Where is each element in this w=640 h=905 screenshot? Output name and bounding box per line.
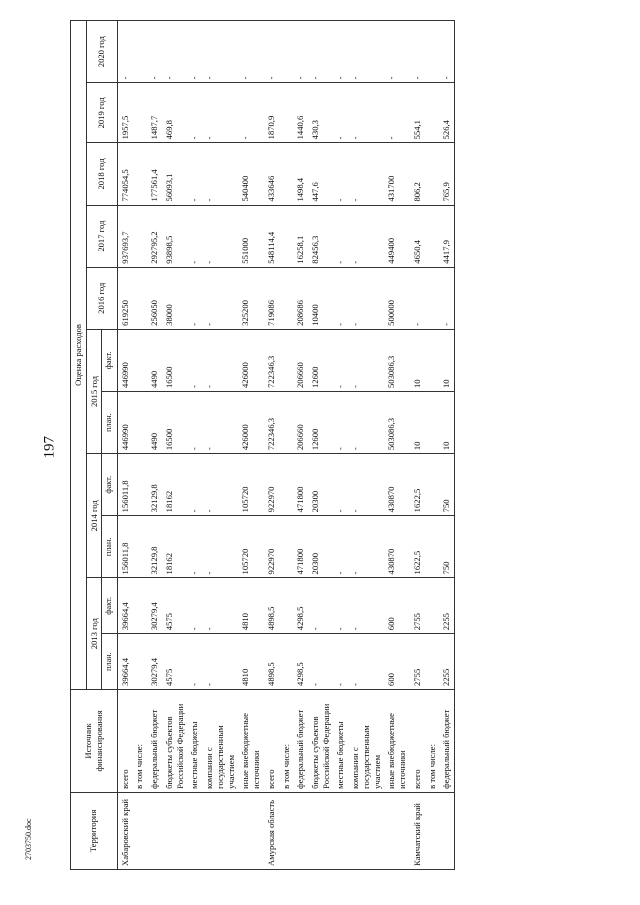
cell-value: 722346,3 [264, 392, 279, 454]
cell-value [425, 83, 440, 143]
header-2018: 2018 год [86, 143, 117, 205]
header-2013-fact: факт. [102, 578, 117, 634]
cell-value: - [348, 143, 384, 205]
cell-value: 30279,4 [147, 634, 162, 690]
cell-territory [308, 792, 333, 869]
cell-value: 4898,5 [264, 578, 279, 634]
cell-territory [238, 792, 263, 869]
cell-value: - [348, 454, 384, 516]
cell-value: - [333, 205, 348, 267]
cell-value: 4298,5 [293, 634, 308, 690]
table-row [264, 21, 279, 870]
cell-territory: Амурская область [264, 792, 279, 869]
cell-value: - [147, 21, 162, 83]
cell-value: 1622,5 [410, 516, 425, 578]
header-2019: 2019 год [86, 83, 117, 143]
cell-value: 156011,8 [117, 454, 132, 516]
cell-value: - [202, 392, 238, 454]
cell-value [425, 267, 440, 329]
cell-value: 471800 [293, 454, 308, 516]
cell-value: - [202, 143, 238, 205]
cell-value: - [187, 21, 202, 83]
cell-value: 12600 [308, 329, 333, 391]
cell-source: в том числе: [132, 689, 147, 792]
header-2016: 2016 год [86, 267, 117, 329]
cell-value: 1487,7 [147, 83, 162, 143]
cell-value: 16500 [162, 329, 187, 391]
cell-value [132, 83, 147, 143]
table-row [238, 21, 263, 870]
cell-value: - [348, 205, 384, 267]
cell-value: - [333, 21, 348, 83]
cell-value: - [333, 267, 348, 329]
cell-value: - [202, 205, 238, 267]
cell-value: 433646 [264, 143, 279, 205]
header-territory: Территория [71, 792, 118, 869]
table-row [117, 21, 132, 870]
cell-value: 32129,8 [147, 454, 162, 516]
cell-value: 774054,5 [117, 143, 132, 205]
cell-value [279, 634, 294, 690]
cell-value: 10 [410, 329, 425, 391]
table-row [333, 21, 348, 870]
cell-territory [439, 792, 454, 869]
cell-value: 426000 [238, 329, 263, 391]
header-2013-plan: план. [102, 634, 117, 690]
cell-value: 256050 [147, 267, 162, 329]
cell-value: - [238, 21, 263, 83]
cell-source: компании с государственным участием [202, 689, 238, 792]
cell-value: - [410, 21, 425, 83]
cell-value: - [384, 21, 409, 83]
cell-value: 12600 [308, 392, 333, 454]
cell-source: местные бюджеты [333, 689, 348, 792]
cell-value: 2755 [410, 578, 425, 634]
cell-value: 551000 [238, 205, 263, 267]
cell-source: всего [264, 689, 279, 792]
cell-value: 4810 [238, 578, 263, 634]
cell-value [279, 329, 294, 391]
cell-territory [425, 792, 440, 869]
cell-source: бюджеты субъектов Российской Федерации [162, 689, 187, 792]
header-source: Источник финансирования [71, 689, 118, 792]
cell-value [132, 329, 147, 391]
header-2015-fact: факт. [102, 329, 117, 391]
cell-value [132, 392, 147, 454]
cell-value: 82456,3 [308, 205, 333, 267]
cell-value [132, 634, 147, 690]
cell-value: - [202, 21, 238, 83]
cell-value: 208686 [293, 267, 308, 329]
cell-value [425, 205, 440, 267]
cell-value: - [333, 578, 348, 634]
cell-value [279, 267, 294, 329]
cell-value: - [348, 21, 384, 83]
cell-value: 765,9 [439, 143, 454, 205]
cell-value: - [187, 267, 202, 329]
cell-value: 1440,6 [293, 83, 308, 143]
cell-territory [279, 792, 294, 869]
cell-value: 10 [410, 392, 425, 454]
cell-territory [132, 792, 147, 869]
cell-value: 39664,4 [117, 578, 132, 634]
cell-value: - [202, 83, 238, 143]
cell-value: 554,1 [410, 83, 425, 143]
cell-value [132, 578, 147, 634]
cell-value: - [187, 516, 202, 578]
cell-value: 38000 [162, 267, 187, 329]
cell-value: 16500 [162, 392, 187, 454]
cell-value: - [187, 454, 202, 516]
cell-value: - [333, 329, 348, 391]
cell-value: 206660 [293, 392, 308, 454]
cell-value [279, 454, 294, 516]
cell-value: 503086,3 [384, 392, 409, 454]
cell-value: 922970 [264, 454, 279, 516]
cell-value: 600 [384, 578, 409, 634]
cell-value: 722346,3 [264, 329, 279, 391]
cell-value [425, 634, 440, 690]
cell-value: - [187, 329, 202, 391]
cell-value: 4298,5 [293, 578, 308, 634]
cell-value: - [202, 634, 238, 690]
cell-value [279, 392, 294, 454]
cell-value: - [187, 205, 202, 267]
page-number: 197 [41, 436, 58, 459]
table-row [202, 21, 238, 870]
cell-value: - [384, 83, 409, 143]
table-body [117, 21, 454, 870]
cell-value: 4898,5 [264, 634, 279, 690]
cell-value: 18162 [162, 454, 187, 516]
cell-value: - [202, 454, 238, 516]
cell-value: 430870 [384, 516, 409, 578]
cell-value: 469,8 [162, 83, 187, 143]
header-2015: 2015 год [86, 329, 102, 453]
cell-value: 430,3 [308, 83, 333, 143]
cell-value: - [348, 634, 384, 690]
cell-value: - [439, 21, 454, 83]
cell-value: - [348, 392, 384, 454]
cell-value [279, 205, 294, 267]
cell-value: 526,4 [439, 83, 454, 143]
cell-value: 619250 [117, 267, 132, 329]
expenditure-table [70, 20, 455, 870]
rotated-table-container [70, 20, 580, 870]
cell-value: 2255 [439, 634, 454, 690]
cell-value: - [333, 392, 348, 454]
cell-value: 2255 [439, 578, 454, 634]
table-row [425, 21, 440, 870]
cell-value: - [202, 578, 238, 634]
cell-value: 430870 [384, 454, 409, 516]
cell-territory: Камчатский край [410, 792, 425, 869]
cell-value: - [348, 267, 384, 329]
cell-value [132, 143, 147, 205]
cell-value: 156011,8 [117, 516, 132, 578]
cell-value: - [333, 83, 348, 143]
table-row [147, 21, 162, 870]
cell-source: федеральный бюджет [147, 689, 162, 792]
footer-document-code: 2703750.doc [24, 818, 33, 860]
cell-value: - [308, 21, 333, 83]
table-row [187, 21, 202, 870]
cell-value: - [162, 21, 187, 83]
table-row [162, 21, 187, 870]
cell-value: 1498,4 [293, 143, 308, 205]
cell-source: федеральный бюджет [293, 689, 308, 792]
cell-value [279, 143, 294, 205]
cell-value: 10 [439, 392, 454, 454]
cell-value [279, 83, 294, 143]
table-inner [70, 20, 580, 870]
cell-value [425, 516, 440, 578]
cell-territory [333, 792, 348, 869]
cell-value: 20300 [308, 454, 333, 516]
cell-value [132, 267, 147, 329]
cell-value: 471800 [293, 516, 308, 578]
header-estimate: Оценка расходов [71, 21, 87, 690]
cell-source: всего [410, 689, 425, 792]
cell-value: 93898,5 [162, 205, 187, 267]
cell-source: всего [117, 689, 132, 792]
cell-value: - [348, 516, 384, 578]
header-2017: 2017 год [86, 205, 117, 267]
table-row [308, 21, 333, 870]
cell-value: - [348, 83, 384, 143]
cell-value: 1622,5 [410, 454, 425, 516]
cell-value: - [333, 634, 348, 690]
cell-value: 10 [439, 329, 454, 391]
cell-territory [187, 792, 202, 869]
cell-value: 1957,5 [117, 83, 132, 143]
header-2014-fact: факт. [102, 454, 117, 516]
cell-value: - [202, 516, 238, 578]
cell-value: - [202, 329, 238, 391]
cell-value: 446990 [117, 329, 132, 391]
cell-source: федеральный бюджет [439, 689, 454, 792]
cell-value: 16258,1 [293, 205, 308, 267]
cell-value: 600 [384, 634, 409, 690]
cell-value: - [293, 21, 308, 83]
header-2014-plan: план. [102, 516, 117, 578]
cell-source: в том числе: [425, 689, 440, 792]
cell-value: 56093,1 [162, 143, 187, 205]
cell-value [425, 392, 440, 454]
cell-territory [162, 792, 187, 869]
cell-value: - [333, 454, 348, 516]
cell-value: 4417,9 [439, 205, 454, 267]
header-2015-plan: план. [102, 392, 117, 454]
cell-value: 750 [439, 454, 454, 516]
cell-value: 922970 [264, 516, 279, 578]
cell-value: 503086,3 [384, 329, 409, 391]
cell-value [425, 578, 440, 634]
cell-value [279, 516, 294, 578]
cell-value [132, 21, 147, 83]
cell-value: 177561,4 [147, 143, 162, 205]
cell-value: - [187, 83, 202, 143]
cell-value: - [202, 267, 238, 329]
cell-value [132, 516, 147, 578]
cell-value: 937693,7 [117, 205, 132, 267]
cell-source: бюджеты субъектов Российской Федерации [308, 689, 333, 792]
cell-value: 105720 [238, 516, 263, 578]
cell-source: в том числе: [279, 689, 294, 792]
cell-value: 4810 [238, 634, 263, 690]
cell-value: 10400 [308, 267, 333, 329]
cell-source: компании с государственным участием [348, 689, 384, 792]
table-row [132, 21, 147, 870]
cell-source: иные внебюджетные источники [238, 689, 263, 792]
cell-value: - [308, 578, 333, 634]
cell-value: 426000 [238, 392, 263, 454]
header-2020: 2020 год [86, 21, 117, 83]
cell-value: - [238, 83, 263, 143]
cell-value: 105720 [238, 454, 263, 516]
cell-value: 4490 [147, 329, 162, 391]
header-2013: 2013 год [86, 578, 102, 689]
cell-value: 431700 [384, 143, 409, 205]
cell-value [279, 21, 294, 83]
cell-value: 4490 [147, 392, 162, 454]
cell-value [132, 454, 147, 516]
cell-source: иные внебюджетные источники [384, 689, 409, 792]
cell-value: - [439, 267, 454, 329]
cell-value: 4650,4 [410, 205, 425, 267]
table-row [410, 21, 425, 870]
cell-value: 2755 [410, 634, 425, 690]
cell-value: 325200 [238, 267, 263, 329]
cell-value: 750 [439, 516, 454, 578]
cell-territory [348, 792, 384, 869]
cell-value [425, 21, 440, 83]
table-row [348, 21, 384, 870]
cell-value [132, 205, 147, 267]
table-row [293, 21, 308, 870]
cell-value: - [308, 634, 333, 690]
cell-value: 540400 [238, 143, 263, 205]
cell-value: 548114,4 [264, 205, 279, 267]
cell-value: 18162 [162, 516, 187, 578]
cell-value [425, 143, 440, 205]
cell-value: 32129,8 [147, 516, 162, 578]
cell-value: 30279,4 [147, 578, 162, 634]
header-2014: 2014 год [86, 454, 102, 578]
cell-value: - [187, 143, 202, 205]
table-row [384, 21, 409, 870]
cell-value: 449400 [384, 205, 409, 267]
cell-value: 447,6 [308, 143, 333, 205]
cell-value: 4575 [162, 634, 187, 690]
cell-territory: Хабаровский край [117, 792, 132, 869]
cell-source: местные бюджеты [187, 689, 202, 792]
cell-value: - [410, 267, 425, 329]
cell-value: - [117, 21, 132, 83]
cell-territory [202, 792, 238, 869]
table-row [439, 21, 454, 870]
cell-value: 20300 [308, 516, 333, 578]
cell-value: 719086 [264, 267, 279, 329]
cell-value: 806,2 [410, 143, 425, 205]
cell-value: - [348, 578, 384, 634]
cell-value: 39664,4 [117, 634, 132, 690]
cell-value: - [187, 578, 202, 634]
cell-value: - [333, 143, 348, 205]
cell-value: 500000 [384, 267, 409, 329]
cell-territory [384, 792, 409, 869]
cell-value: - [187, 634, 202, 690]
cell-value [279, 578, 294, 634]
cell-value: - [264, 21, 279, 83]
cell-territory [293, 792, 308, 869]
cell-value: 1870,9 [264, 83, 279, 143]
table-row [279, 21, 294, 870]
cell-value: - [348, 329, 384, 391]
cell-value: 4575 [162, 578, 187, 634]
cell-value: - [187, 392, 202, 454]
cell-value [425, 329, 440, 391]
cell-value: 206660 [293, 329, 308, 391]
cell-value: 292795,2 [147, 205, 162, 267]
cell-value: 446990 [117, 392, 132, 454]
cell-territory [147, 792, 162, 869]
cell-value: - [333, 516, 348, 578]
cell-value [425, 454, 440, 516]
